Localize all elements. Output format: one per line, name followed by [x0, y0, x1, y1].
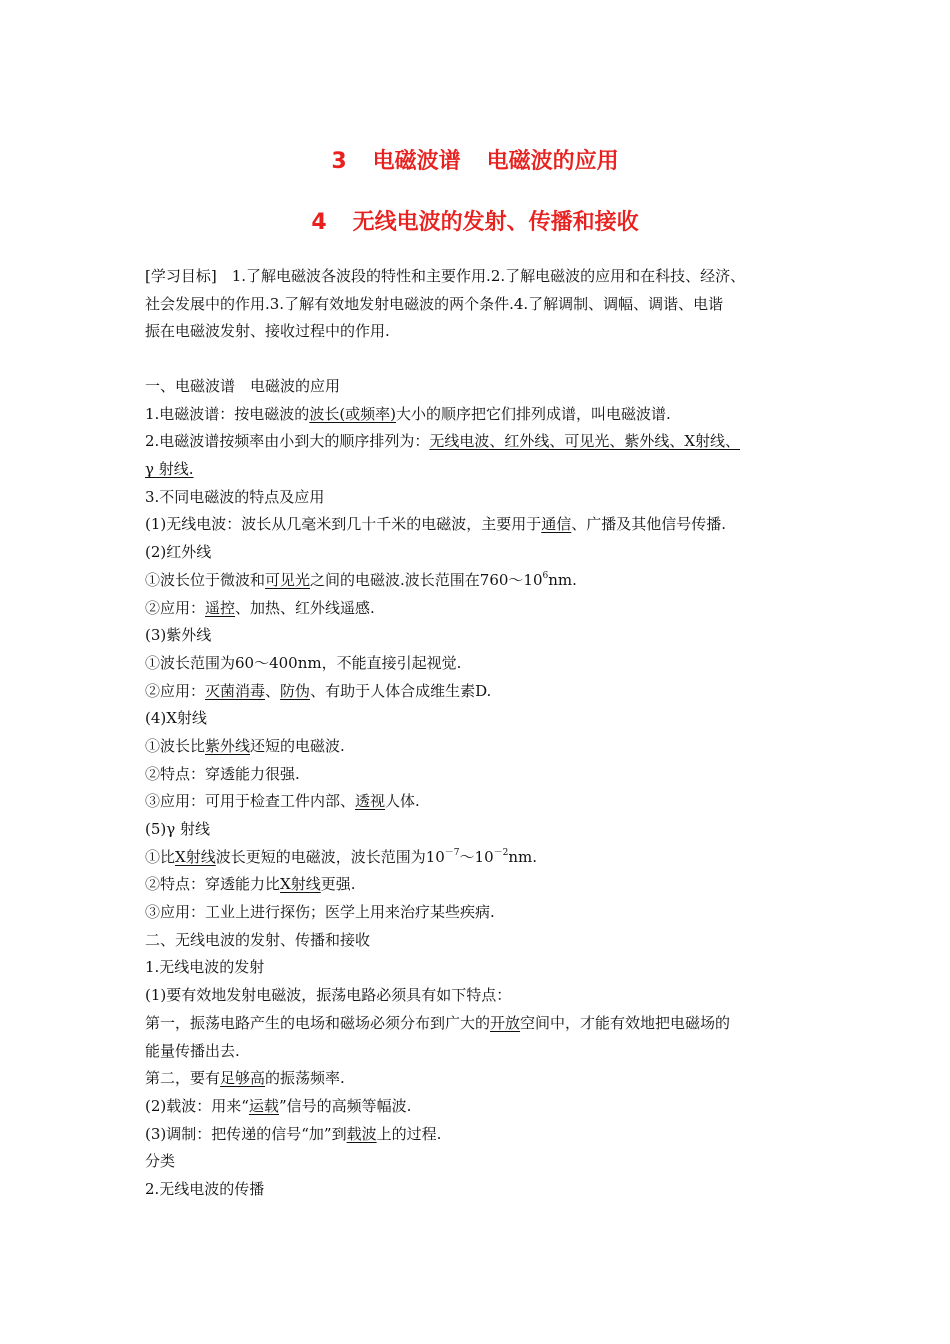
text: 1.电磁波谱：按电磁波的 [145, 404, 310, 423]
superscript: 6 [542, 570, 549, 581]
text: ①波长比 [145, 736, 206, 755]
title-number: 4 [311, 210, 327, 235]
learning-goals [145, 262, 810, 345]
text-line: (4)X射线 [145, 709, 207, 728]
text: 第一，振荡电路产生的电场和磁场必须分布到广大的 [145, 1013, 491, 1032]
text: (1)无线电波：波长从几毫米到几十千米的电磁波，主要用于 [145, 515, 542, 534]
goals-line [145, 317, 810, 345]
section-title-3 [0, 144, 950, 175]
goals-text: 1.了解电磁波各波段的特性和主要作用.2.了解电磁波的应用和在科技、经济、 [231, 267, 746, 285]
text: 还短的电磁波. [250, 736, 345, 755]
text-line [145, 455, 810, 483]
text: ～10 [459, 847, 494, 866]
answer-blank: 运载 [248, 1096, 279, 1115]
superscript: －2 [493, 847, 509, 858]
answer-blank: 紫外线 [205, 736, 251, 755]
text: nm. [508, 847, 538, 866]
text-line [145, 787, 810, 815]
text-line [145, 1120, 810, 1148]
text: ”信号的高频等幅波. [278, 1096, 412, 1115]
text-line [145, 400, 810, 428]
title-text: 电磁波的应用 [486, 149, 619, 174]
text-line: 分类 [145, 1152, 176, 1171]
text: (3)调制：把传递的信号“加”到 [145, 1124, 347, 1143]
text: (2)载波：用来“ [145, 1096, 249, 1115]
section-heading: 一、电磁波谱 电磁波的应用 [145, 377, 341, 395]
text-line: ①波长范围为60～400nm，不能直接引起视觉. [145, 653, 462, 672]
goals-text: 社会发展中的作用.3.了解有效地发射电磁波的两个条件.4.了解调制、调幅、调谐、电谐 [145, 294, 724, 313]
goals-text: 振在电磁波发射、接收过程中的作用. [145, 322, 390, 341]
answer-blank: 开放 [490, 1013, 521, 1032]
superscript: －7 [444, 847, 460, 858]
answer-blank: 灭菌消毒 [205, 681, 266, 700]
text: 之间的电磁波.波长范围在760～10 [310, 570, 543, 589]
text: nm. [548, 570, 577, 589]
text: 、有助于人体合成维生素D. [310, 681, 492, 700]
answer-blank: 波长(或频率) [309, 404, 397, 423]
answer-blank: X射线 [280, 875, 321, 894]
text: ②应用： [145, 681, 206, 700]
answer-blank: 防伪 [280, 681, 311, 700]
text-line: (1)要有效地发射电磁波，振荡电路必须具有如下特点： [145, 986, 512, 1005]
text: ①波长位于微波和 [145, 570, 266, 589]
text-line: ②特点：穿透能力很强. [145, 764, 300, 783]
goals-label: [学习目标] [145, 267, 217, 285]
text: 第二，要有 [145, 1069, 221, 1088]
text-line [145, 870, 810, 898]
text-line [145, 594, 810, 622]
text-line: ③应用：工业上进行探伤；医学上用来治疗某些疾病. [145, 903, 495, 922]
text-line [145, 566, 810, 594]
text: ③应用：可用于检查工件内部、 [145, 792, 356, 811]
text-line: (5)γ 射线 [145, 820, 210, 838]
text-line [145, 677, 810, 705]
answer-blank: 透视 [355, 792, 386, 811]
text: 更强. [320, 875, 356, 894]
text: 、加热、红外线遥感. [235, 598, 375, 617]
text-line [145, 427, 810, 455]
text-line [145, 1092, 810, 1120]
text: 、 [265, 681, 281, 700]
text: 、广播及其他信号传播. [571, 515, 727, 534]
text-line [145, 843, 810, 871]
text-line: 3.不同电磁波的特点及应用 [145, 487, 325, 506]
title-number: 3 [331, 149, 347, 174]
text-line [145, 510, 810, 538]
text: 空间中，才能有效地把电磁场的 [520, 1013, 731, 1032]
answer-blank: 通信 [541, 515, 572, 534]
text-line [145, 1064, 810, 1092]
answer-blank: 无线电波、红外线、可见光、紫外线、X射线、 [429, 432, 741, 451]
title-text: 电磁波谱 [372, 149, 461, 174]
text: 上的过程. [376, 1124, 442, 1143]
answer-blank: 可见光 [265, 570, 311, 589]
text: ②特点：穿透能力比 [145, 875, 281, 894]
goals-line [145, 262, 810, 290]
text: ①比 [145, 847, 176, 866]
answer-blank: X射线 [175, 847, 216, 866]
text-line: (3)紫外线 [145, 626, 212, 645]
answer-blank: 遥控 [205, 598, 236, 617]
text: 波长更短的电磁波，波长范围为10 [215, 847, 445, 866]
text: 2.电磁波谱按频率由小到大的顺序排列为： [145, 432, 430, 451]
text: 人体. [385, 792, 420, 811]
answer-blank: 足够高 [220, 1069, 266, 1088]
title-text: 无线电波的发射、传播和接收 [352, 210, 639, 235]
text-line [145, 1009, 810, 1037]
text: 大小的顺序把它们排列成谱，叫电磁波谱. [396, 404, 671, 423]
text-line: 2.无线电波的传播 [145, 1179, 265, 1198]
goals-line [145, 290, 810, 318]
text-line: 能量传播出去. [145, 1041, 240, 1060]
text-line: (2)红外线 [145, 543, 212, 562]
answer-blank: γ 射线. [145, 460, 194, 479]
document-body [145, 372, 810, 1203]
section-title-4 [0, 205, 950, 236]
text-line [145, 732, 810, 760]
text: 的振荡频率. [265, 1069, 345, 1088]
text-line: 1.无线电波的发射 [145, 958, 265, 977]
section-heading: 二、无线电波的发射、传播和接收 [145, 930, 371, 949]
answer-blank: 载波 [346, 1124, 377, 1143]
text: ②应用： [145, 598, 206, 617]
